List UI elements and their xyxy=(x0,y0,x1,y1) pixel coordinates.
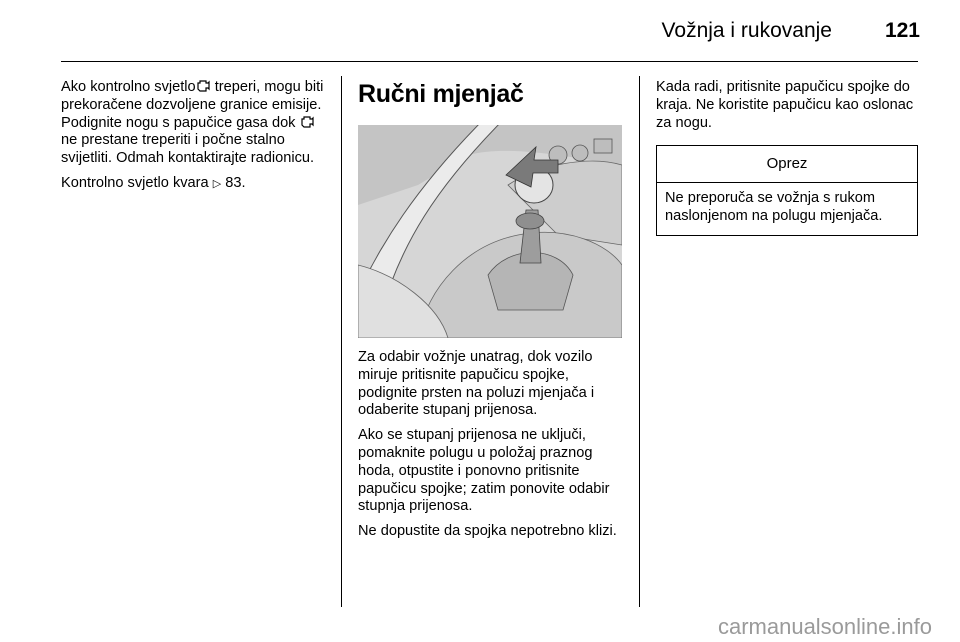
reference-paragraph: Kontrolno svjetlo kvara ▷ 83. xyxy=(61,175,331,194)
engine-malfunction-icon xyxy=(300,115,315,128)
section-body xyxy=(358,349,623,541)
column-3 xyxy=(656,79,920,236)
caution-box xyxy=(656,145,918,236)
paragraph: Ako se stupanj prijenosa ne uključi, pomaknite polugu u položaj praznog hoda, otpustite i ponovno pritisnite papučicu spojke; zatim ponovite odabir stupnja prijenosa. xyxy=(358,427,610,515)
watermark: carmanualsonline.info xyxy=(717,614,932,639)
column-divider-1 xyxy=(341,76,342,607)
page-reference-link[interactable]: 83. xyxy=(225,174,246,191)
column-1 xyxy=(61,79,331,201)
page-number: 121 xyxy=(884,19,920,42)
column-2 xyxy=(358,79,623,548)
section-heading: Ručni mjenjač xyxy=(358,80,524,108)
engine-malfunction-icon xyxy=(196,79,211,92)
caution-title: Oprez xyxy=(657,146,917,183)
column-divider-2 xyxy=(639,76,640,607)
paragraph: Ne dopustite da spojka nepotrebno klizi. xyxy=(358,523,617,540)
paragraph: Kada radi, pritisnite papučicu spojke do kraja. Ne koristite papučicu kao oslonac za nogu. xyxy=(656,79,914,131)
gear-lever-illustration xyxy=(358,125,622,338)
malfunction-paragraph: Ako kontrolno svjetlo treperi, mogu biti prekoračene dozvoljene granice emisije. Podignite nogu s papučice gasa dok ne prestane treperiti i počne stalno svijetliti. Odmah kontaktirajte radionicu. xyxy=(61,79,324,167)
page-reference-arrow-icon: ▷ xyxy=(212,177,222,190)
paragraph: Za odabir vožnje unatrag, dok vozilo miruje pritisnite papučicu spojke, podignite prsten na poluzi mjenjača i odaberite stupanj prijenosa. xyxy=(358,349,595,419)
header-rule xyxy=(61,61,918,62)
section-title: Vožnja i rukovanje xyxy=(661,19,832,42)
caution-text: Ne preporuča se vožnja s rukom naslonjenom na polugu mjenjača. xyxy=(665,190,883,225)
